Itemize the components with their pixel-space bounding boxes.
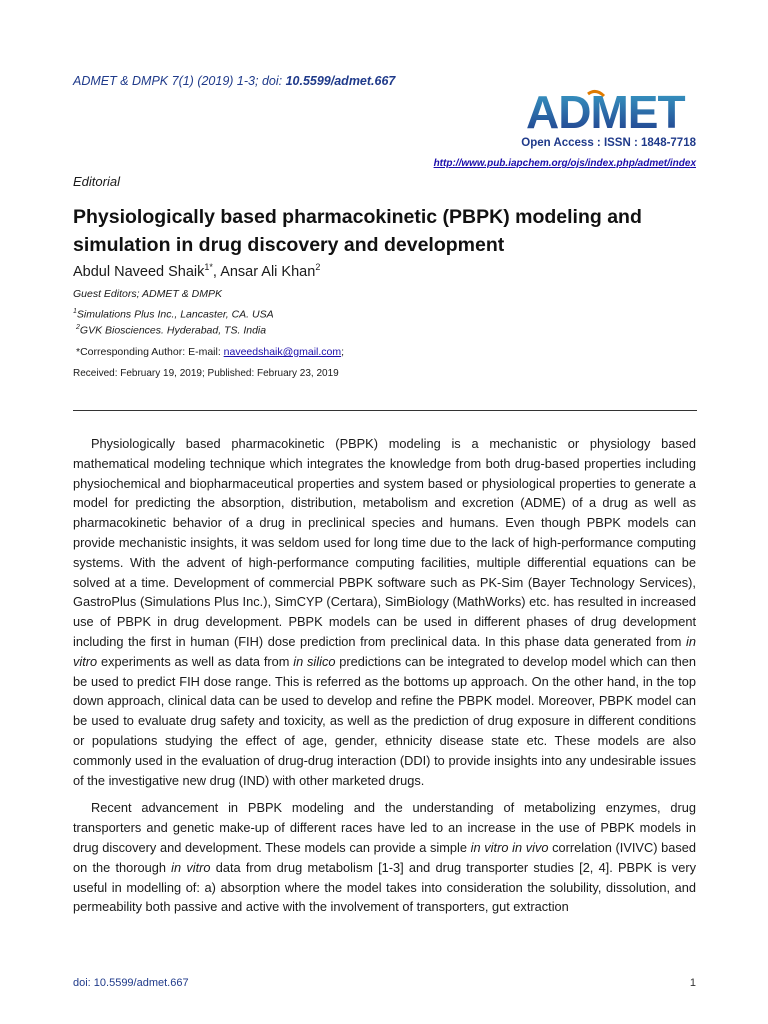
header-divider: [73, 410, 697, 411]
journal-citation: ADMET & DMPK 7(1) (2019) 1-3; doi:: [73, 74, 286, 88]
text-run: correlation (IVIVC) based on the thorough: [73, 839, 696, 875]
affiliation-mark: 1: [73, 308, 77, 315]
email-link[interactable]: naveedshaik@gmail.com: [223, 346, 342, 358]
guest-editors: Guest Editors; ADMET & DMPK: [73, 288, 222, 300]
corresponding-end: ;: [341, 346, 345, 358]
paragraph: [73, 434, 696, 790]
journal-url[interactable]: http://www.pub.iapchem.org/ojs/index.php/admet/index: [433, 158, 696, 169]
corresponding-author: [76, 346, 344, 358]
author-affiliation-mark: 2: [315, 262, 321, 272]
author-separator: ,: [212, 263, 221, 280]
text-run: Recent advancement in PBPK modeling and the understanding of metabolizing enzymes, drug transporters and genetic make-up of different races have led to an increase in the use of PBPK models in drug discovery and development. These models can provide a simple: [73, 800, 696, 855]
article-body: [73, 434, 696, 925]
italic-run: in vitro in vivo: [470, 839, 549, 855]
issn: Open Access : ISSN : 1848-7718: [521, 137, 696, 149]
admet-logo: [526, 88, 696, 132]
affiliation-text: Simulations Plus Inc., Lancaster, CA. USA: [76, 308, 274, 321]
received-published: Received: February 19, 2019; Published: February 23, 2019: [73, 368, 339, 379]
text-run: experiments as well as data from: [97, 653, 294, 669]
affiliation-text: GVK Biosciences. Hyderabad, TS. India: [79, 324, 267, 337]
footer-doi: doi: 10.5599/admet.667: [73, 977, 189, 989]
text-run: Physiologically based pharmacokinetic (PBPK) modeling is a mechanistic or physiology based mathematical modeling technique which integrates the knowledge from both drug-based properties including physiochemical and biopharmaceutical properties and system based or physiological properties to generate a model for predicting the absorption, distribution, metabolism and excretion (ADME) of a drug as well as pharmacokinetic behavior of a drug in preclinical species and humans. Even though PBPK models can provide mechanistic insights, it was seldom used for long time due to the lack of high-performance computing systems. With the advent of high-performance computing facilities, multiple differential equations can be solved at a time. Development of commercial PBPK software such as PK-Sim (Bayer Technology Services), GastroPlus (Simulations Plus Inc.), SimCYP (Certara), SimBiology (MathWorks) etc. has resulted in increased use of PBPK in drug development. PBPK models can be used in different phases of drug development including the first in human (FIH) dose prediction from preclinical data. In this phase data generated from: [73, 436, 696, 649]
journal-doi: 10.5599/admet.667: [285, 74, 396, 88]
journal-reference: [73, 74, 395, 88]
affiliation-mark: 2: [76, 324, 80, 331]
text-run: predictions can be integrated to develop model which can then be used to predict FIH dose range. This is referred as the bottoms up approach. On the other hand, in the top down approach, clinical data can be used to develop and refine the PBPK model. Moreover, PBPK model can be used to evaluate drug safety and toxicity, as well as the prediction of drug exposure in different conditions or populations studying the effect of age, gender, ethnicity disease state etc. These models are also commonly used in the evaluation of drug-drug interaction (DDI) to provide insights into any undesirable issues of the investigative new drug (IND) with other marketed drugs.: [73, 653, 696, 788]
text-run: data from drug metabolism [1-3] and drug transporter studies [2, 4]. PBPK is very useful in modelling of: a) absorption where the model takes into consideration the solubility, dissolution, and permeability both passive and active with the involvement of transporters, gut extraction: [73, 859, 696, 915]
author-affiliation-mark: 1*: [204, 262, 213, 272]
authors: [73, 262, 320, 280]
author-name: Abdul Naveed Shaik: [73, 263, 205, 280]
italic-run: in vitro: [171, 859, 211, 875]
affiliation: [76, 324, 266, 337]
paragraph: [73, 798, 696, 917]
page-number: 1: [689, 977, 696, 989]
article-type: Editorial: [73, 174, 120, 189]
corresponding-label: *Corresponding Author: E-mail:: [76, 346, 224, 358]
article-title: Physiologically based pharmacokinetic (PBPK) modeling and simulation in drug discovery and development: [73, 206, 642, 256]
italic-run: in silico: [293, 653, 336, 669]
italic-run: in vitro: [73, 633, 696, 669]
affiliation: [73, 308, 274, 321]
author-name: Ansar Ali Khan: [220, 263, 316, 280]
logo-text: ADMET: [526, 88, 685, 132]
